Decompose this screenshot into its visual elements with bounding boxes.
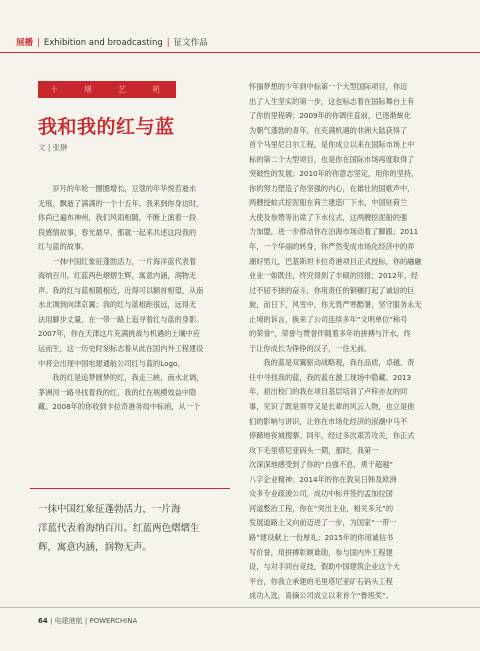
body-line: 攻下毛里塔尼亚码头一期，那时，我第一 <box>249 445 379 455</box>
body-line: 过不屈不挠的奋斗，你用责任的铜穗打起了诚信的巨 <box>249 285 415 295</box>
body-line: 事，见识了既是领导又是长辈的风云人物，也立是他 <box>249 402 415 412</box>
title-banner <box>38 81 176 98</box>
body-line: 八字企业精神；2014年的你在敦吴日韩及欧洲 <box>249 474 397 484</box>
body-line: 中将会出现中国电建通航公司红与蓝的Logo。 <box>38 358 185 368</box>
body-line: 年，一个华丽的转身，你严然变成市场化经济中的弄 <box>249 242 415 252</box>
article-author: 文 | 张翀 <box>38 143 68 152</box>
category-label: 征文作品 <box>173 38 208 48</box>
body-line: 水北调到向津京翼；我的红与蓝相距很远，远得无 <box>38 300 197 310</box>
page-number: 64 <box>38 617 48 625</box>
body-line: 的荣誉”，荣誉与赞誉伴随着多年的拼搏与汗水，终 <box>249 329 411 339</box>
left-column <box>38 182 230 415</box>
header-divider <box>0 52 480 53</box>
magazine-name: 电建港航 <box>54 617 83 625</box>
body-line: 了你的里程碑；2009年的你调往直前，已逐渐蜕化 <box>249 111 412 121</box>
footer-divider <box>0 607 480 608</box>
body-line: 一抹中国红象征蓬勃活力，一片海洋蓝代表着 <box>38 256 197 266</box>
section-english-label: Exhibition and broadcasting <box>43 38 163 48</box>
body-line: 写价誉，用拼搏彰顾谁勋，参与国内外工程建 <box>249 547 393 557</box>
body-line: 业业一如既往，终究得到了丰硕的回报；2012年，经 <box>249 271 419 281</box>
body-line: 众多专业疏浚公司，成功中标并签约孟加拉国 <box>249 489 393 499</box>
body-line: 你的努力塑造了你坚强的内心，在雄壮的国歌声中， <box>249 183 415 193</box>
banner-char: 苑 <box>152 85 160 94</box>
body-line: 段感情故事，春光最早，那就一起来共述这段我的 <box>38 227 197 237</box>
banner-char: 十 <box>50 85 58 94</box>
body-line: 茅洲河一路寻找着我的红，我的红在规模效益中隐 <box>38 387 197 397</box>
body-line: 法用脚步丈量，在一带一路上追寻着红与蓝的身影。 <box>38 314 204 324</box>
section-label: 展播 <box>16 38 34 48</box>
body-line: 止境的诉言，换来了公司连续多年“文明单位”称号 <box>249 314 408 324</box>
banner-char: 堰 <box>84 85 92 94</box>
pull-quote-line: 洋蓝代表着海纳百川。红蓝两色熠熠生 <box>38 523 200 534</box>
pull-quote-line: 一抹中国红象征蓬勃活力，一片海 <box>38 504 181 515</box>
body-line: 设，与对手同台竞技，假助中国建筑企业这个大 <box>249 562 400 572</box>
body-line: 怀揣梦想的少年到中标第一个大型国际项目，你迈 <box>249 82 408 91</box>
body-line: 我的蓝是双翼驱动战略观，我在品质，卓越、责 <box>249 358 415 368</box>
article-title: 我和我的红与蓝 <box>38 116 175 138</box>
body-line: 旋，而日下，风雪中，你无畏严寒酷暑，坚守服务永无 <box>249 300 422 310</box>
body-line: 红与蓝的故事。 <box>38 242 89 252</box>
body-line: 标的第二个大型项目，也是你在国际市场再度取得了 <box>249 154 415 164</box>
body-line: 们的影响与讲识，让你在市场化经济的浪潮中马不 <box>249 416 408 426</box>
section-header <box>0 32 480 52</box>
body-line: 岁月的年轮一圈圈增长，豆蔻的年华悦若逝水 <box>38 184 197 193</box>
body-line: 大使及参赞等出席了下水仪式，这两艘挖泥船的强 <box>249 212 408 222</box>
body-line: 力加盟，进一步推动你在泊海市场动着了脚跟；2011 <box>249 227 419 237</box>
body-line: 藏。2008年的你收到卡拉奇港务局中标函，从一个 <box>38 402 201 412</box>
body-line: 首个马里尼日尔工程，是你成立以来在国际市场上中 <box>249 140 415 150</box>
body-line: 于让你成长为铮铮的汉子，一往无前。 <box>249 343 372 353</box>
body-line: 平台，你我立承建的毛里塔尼亚矿石码头工程 <box>249 576 393 586</box>
body-line: 声。我的红与蓝相随相近，近得可以额首相望，从南 <box>38 285 204 295</box>
footer-separator: | <box>49 617 53 625</box>
pull-quote-line: 辉，寓意内涵，润物无声。 <box>38 542 153 553</box>
body-line: 任中寻找我的蓝，我的蓝在激工现场中隐藏。2013 <box>249 372 412 382</box>
banner-char: 艺 <box>118 85 126 94</box>
body-line: 无痕，飘逝了满满的一个十五年。我来到你身边时， <box>38 198 204 208</box>
right-column <box>249 80 449 604</box>
body-line: 突破性的发展；2010年的你意志坚定，用你的坚持， <box>249 169 419 179</box>
footer-separator: | <box>84 617 88 625</box>
body-line: 海纳百川。红蓝两色熠熠生辉，寓意内涵，润物无 <box>38 271 197 281</box>
page-footer <box>38 616 137 626</box>
body-line: 潮好男儿，巴基斯坦卡拉奇港项目正式授标，你的融融 <box>249 256 422 266</box>
header-separator: | <box>37 38 40 48</box>
body-line: 停蹄地夜城搜寨。同年，经过多次艰苦攻关，你正式 <box>249 431 415 441</box>
body-line: 发展道路上又向前迈进了一步，为国家“一带一 <box>249 518 397 528</box>
body-line: 两艘授蚊式挖泥船在荷兰建造厂下水，中国驻荷兰 <box>249 198 408 208</box>
body-line: 运而生，这一历史时刻标志着从此在国内外工程建设 <box>38 344 204 354</box>
body-line: 年，初出校门的我在项目基层培训了卢梓亦友的同 <box>249 387 408 397</box>
section-header-text <box>16 36 208 48</box>
body-line: 你尚已遍布神州，我们风雨相随，不断上演着一段 <box>38 213 197 223</box>
body-line: 路”建设献上一份厚礼；2015年的你用诚信书 <box>249 532 394 542</box>
body-line: 2007年，你在天津这片充满挑战与机遇的土壤中应 <box>38 329 201 339</box>
body-line: 出了人生坚实的第一步，这也标志着在国际舞台上有 <box>249 96 415 106</box>
brand-name: POWERCHINA <box>89 617 138 625</box>
pull-quote <box>38 500 200 557</box>
body-line: 我的红是追梦圆梦的红，我走三峡，南水北调， <box>38 373 204 383</box>
header-separator: | <box>166 38 170 48</box>
body-line: 成功入选，喜摘公司成立以来首个“鲁班奖”。 <box>249 591 394 601</box>
body-line: 为朝气蓬勃的青年，在充满机遇的非洲大陆获得了 <box>249 125 408 135</box>
body-line: 次深深地感受到了你的“自强不息，勇于超越” <box>249 460 394 470</box>
body-line: 河道整治工程，你在“突出主业，相关多元”的 <box>249 503 394 513</box>
